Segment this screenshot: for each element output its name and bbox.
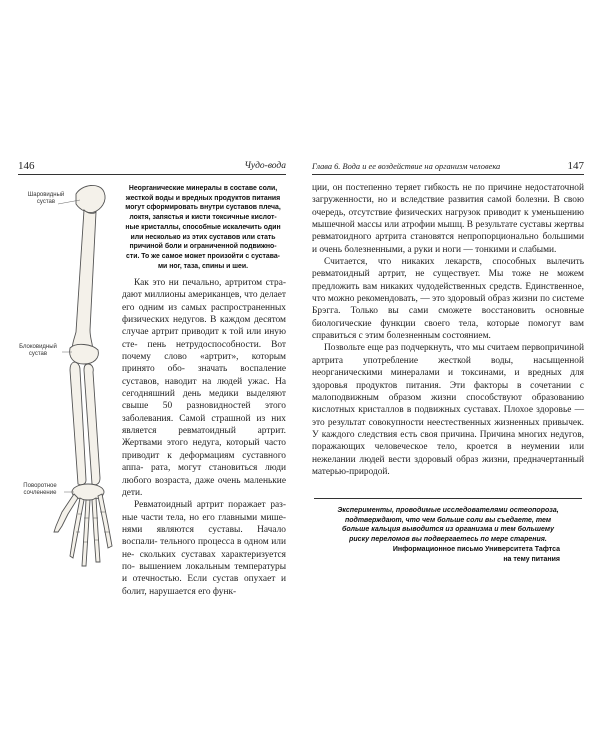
sidebar-line: могут сформировать внутри суставов плеча,	[125, 204, 281, 212]
right-page-number: 147	[567, 160, 584, 172]
sidebar-callout	[122, 184, 284, 271]
quote-source-topic: на тему питания	[503, 555, 560, 563]
quote-line: подтверждают, что чем больше соли вы съедаете, тем	[344, 516, 552, 524]
elbow-joint	[70, 344, 99, 364]
sidebar-line: ми ног, таза, спины и шеи.	[157, 262, 249, 270]
finger-bone-4	[98, 494, 112, 548]
ball-joint-label	[18, 192, 74, 206]
humerus-head	[76, 185, 105, 212]
paragraph: Ревматоидный артрит поражает раз- ные части тела, но его главными мише- нями являются суставы. Начало воспали- тельного процесса в одном или не- скольких суставах характеризуется по- вышением локальным температуры и отечностью. Если сустав опухает и болит, нарушается его функ-	[122, 500, 286, 597]
rotary-joint-label-line2: сочленение	[23, 490, 57, 496]
pulley-joint-label-line2: сустав	[28, 351, 48, 357]
quote-line: риску переломов вы подвергаетесь по мере старения.	[349, 535, 547, 543]
sidebar-line: Неорганические минералы в составе соли,	[128, 185, 278, 192]
paragraph: Позвольте еще раз подчеркнуть, что мы считаем первопричиной артрита употребление жесткой воды, насыщенной неорганическими минералами и токсинами, и вредных для здоровья продуктов питания. Эти факторы в сочетании с малоподвижным образом жизни способствуют образованию кислотных кристаллов в подвижных суставах. Плохое здоровье — это результат совокупности неестественных жизненных привычек. У каждого следствия есть своя причина. Причина многих недугов, поражающих человеческое тело, кроется в неумении или нежелании людей вести здоровый образ жизни, предначертанный матерью-природой.	[312, 343, 584, 477]
sidebar-line: сти. То же самое может произойти с сустава-	[126, 252, 280, 260]
paragraph: ции, он постепенно теряет гибкость не по причине недостаточной загруженности, но и вследствие развития самой болезни. В свою очередь, отсутствие физических нагрузок приводит к уменьшению мышечной массы или атрофии мышц. В результате суставы жертвы ревматоидного артрита становятся непропорционально большими и очень болезненными, а руки и ноги — тонкими и слабыми.	[312, 183, 584, 255]
finger-bone-3	[92, 498, 100, 562]
left-running-head	[18, 160, 286, 175]
rotary-joint-label	[12, 483, 68, 497]
sidebar-line: причиной боли и ограниченной подвижно-	[129, 243, 277, 251]
quote-box	[314, 498, 582, 565]
sidebar-line: локтя, запястья и кисти токсичные кислот-	[129, 214, 277, 222]
quote-line: больше кальция выводится из организма и тем большему	[342, 526, 554, 534]
arm-bones-drawing	[18, 180, 122, 600]
finger-bone-2	[82, 500, 90, 566]
ulna-bone	[70, 362, 86, 485]
pulley-joint-label	[10, 344, 66, 358]
left-page-number: 146	[18, 160, 35, 172]
sidebar-line: ные кристаллы, способные искалечить один	[125, 223, 281, 231]
arm-skeleton-illustration	[18, 180, 122, 600]
quote-source: Информационное письмо Университета Тафтса	[392, 546, 560, 554]
ball-joint-label-line1: Шаровидный	[27, 192, 65, 198]
left-page	[18, 160, 286, 610]
humerus-bone	[72, 210, 96, 356]
right-page	[312, 160, 584, 610]
ball-joint-label-line2: сустав	[36, 199, 56, 205]
quote-text	[314, 506, 582, 544]
left-body-text	[122, 277, 286, 598]
radius-bone	[84, 364, 100, 485]
paragraph: Как это ни печально, артритом стра- дают миллионы американцев, что делает его одним из самых распространенных физических недугов. В каждом десятом случае артрит приводит к той или иную сте- пень нетрудоспособности. Вот почему слово «артрит», которым принято обо- значать воспаление суставов, наводит на людей ужас. На сегодняшний день медики выделяют свыше 50 разновидностей этого заболевания. Самой страшной из них является ревматоидный артрит. Жертвами этого недуга, который часто приводит к деформациям суставного аппа- рата, могут становиться люди любого возраста, даже очень маленькие дети.	[122, 278, 286, 498]
pulley-joint-label-line1: Блоковидный	[19, 344, 57, 350]
sidebar-line: жесткой воды и вредных продуктов питания	[125, 194, 281, 202]
rotary-joint-label-line1: Поворотное	[23, 483, 57, 489]
right-running-title: Глава 6. Вода и ее воздействие на организм человека	[312, 162, 501, 171]
left-running-title: Чудо-вода	[244, 161, 286, 171]
paragraph: Считается, что никаких лекарств, способных вылечить ревматоидный артрит, не существует. Мы тоже не можем предложить вам никаких чудодейственных средств. Единственное, что можно рекомендовать, — это здоровый образ жизни по системе Брэгга. Только вы сами сможете восстановить основные биологические функции своего тела, которые помогут вам справиться с этим болезненным состоянием.	[312, 257, 584, 342]
right-body-text	[312, 182, 584, 478]
quote-line: Эксперименты, проводимые исследователями остеопороза,	[337, 507, 559, 514]
right-running-head	[312, 160, 584, 175]
sidebar-line: или несколько из этих суставов или стать	[130, 233, 276, 241]
